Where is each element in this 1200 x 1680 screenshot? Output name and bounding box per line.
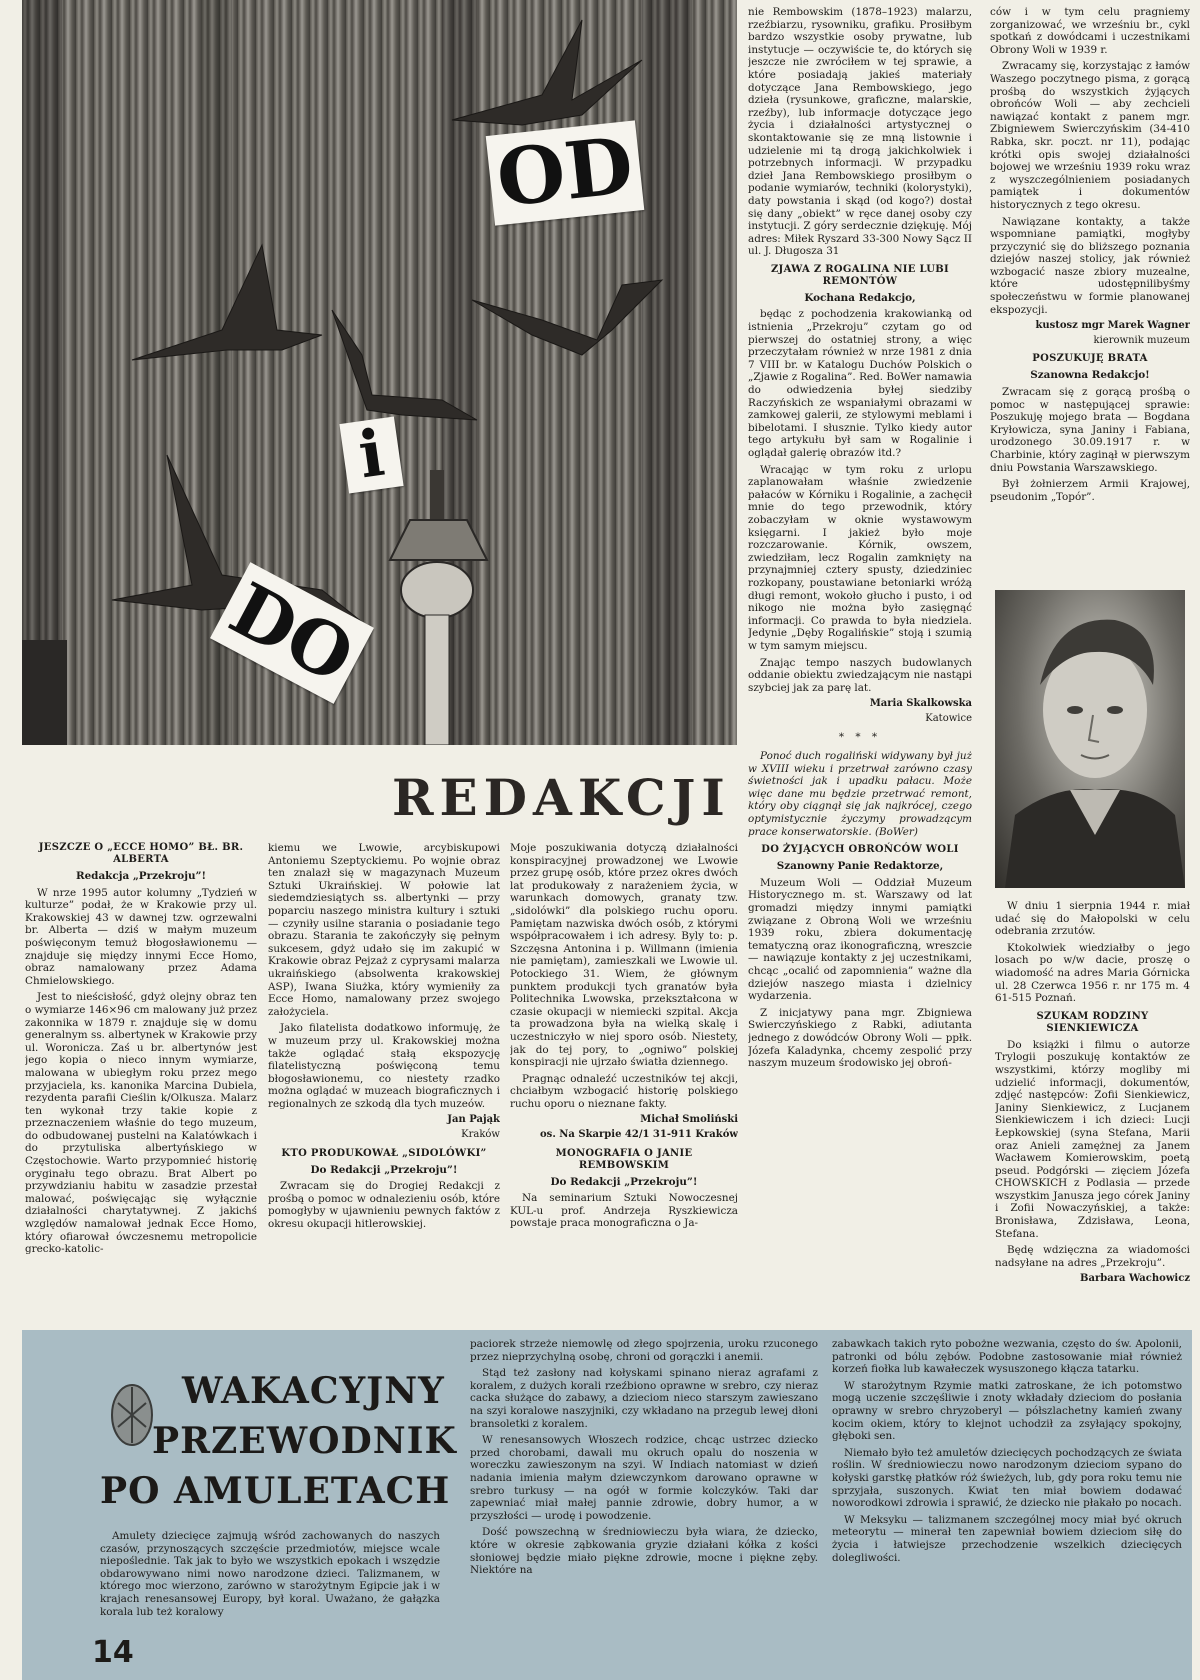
paragraph: Do książki i filmu o autorze Trylogii poszukuję kontaktów ze wszystkimi, którzy mogliby mi udzielić informacji, dokumentów, zdjęć następców: Zofii Sienkiewicz, Janiny Sienkiewicz, z Lucjanem Sienkiewiczem i ich dzieci: Lucji Łepkowskiej (syna Stefana, Marii oraz Anieli zamężnej za Janem Wacławem Komierowskim, poetą pseud. Podgórski — zięciem Józefa CHOWSKICH z Podlasia — przede wszystkim Janusza jego córek Janiny i Zofii Nowaczyńskiej, a także: Bronisława, Zdzisława, Leona, Stefana. (995, 1038, 1190, 1240)
paragraph: Dość powszechną w średniowieczu była wiara, że dziecko, które w okresie ząbkowania gryzie działani kółka z kości słoniowej będzie miało piękne zdrowie, mocne i piękne zęby. Niektóre na (470, 1526, 818, 1577)
section-heading: JESZCZE O „ECCE HOMO” BŁ. BR. ALBERTA (38, 842, 244, 865)
paragraph: zabawkach takich ryto pobożne wezwania, często do św. Apolonii, patronki od bólu zębów. Podobne zastosowanie miał również korzeń fiołka lub kawałeczek wysuszonego kłącza tatarku. (832, 1338, 1182, 1376)
separator: * * * (838, 731, 882, 744)
paragraph: Stąd też zasłony nad kołyskami spinano nieraz agrafami z koralem, z dużych korali rzeźbiono oprawne w srebro, czy nieraz cacka służące do zabawy, a dzieciom nieco starszym zawieszano na szyi koralowe naszyjniki, czy wkładano na przegub lewej dłoni bransoletki z koralem. (470, 1367, 818, 1430)
paragraph: nie Rembowskim (1878–1923) malarzu, rzeźbiarzu, rysowniku, grafiku. Prosiłbym bardzo wszystkie osoby prywatne, lub instytucje — oczywiście te, do których się jeszcze nie zwróciłem w tej sprawie, a które posiadają jakieś materiały dotyczące Jana Rembowskiego, jego dzieła (rysunkowe, graficzne, malarskie, rzeźby), lub informacje dotyczące jego życia i działalności artystycznej o skontaktowanie się ze mną listownie i udzielenie mi tą drogą jakichkolwiek i potrzebnych informacji. W przypadku dzieł Jana Rembowskiego prosiłbym o podanie wymiarów, techniki (kolorystyki), daty powstania i skąd (od kogo?) dostał się dany „obiekt” w ręce danej osoby czy instytucji. Z góry serdecznie dziękuję. Mój adres: Miłek Ryszard 33-300 Nowy Sącz II ul. J. Długosza 31 (748, 6, 972, 258)
paragraph: paciorek strzeże niemowlę od złego spojrzenia, uroku rzuconego przez nieprzychylną osobę, chroni od gorączki i anemii. (470, 1338, 818, 1363)
signature: Jan Pająk (447, 1114, 500, 1126)
bird-icon (112, 20, 662, 630)
greeting: Kochana Redakcjo, (804, 291, 916, 304)
column-ecce-homo-cont (268, 842, 500, 1324)
greeting: Szanowna Redakcjo! (1030, 369, 1150, 382)
greeting: Szanowny Panie Redaktorze, (776, 860, 944, 873)
paragraph: Z inicjatywy pana mgr. Zbigniewa Swierczyńskiego z Rabki, adiutanta jednego z dowódców Obrony Woli — ppłk. Józefa Kaladynka, chcemy zespolić przy naszym muzeum środowisko jej obroń- (748, 1006, 972, 1070)
paragraph: Niemało było też amuletów dziecięcych pochodzących ze świata roślin. W średniowieczu nowo narodzonym dzieciom sypano do kołyski garstkę płatków róż świeżych, lub, gdy pora roku temu nie sprzyjała, suszonych. Kwiat ten miał bowiem dodawać noworodkowi zdrowia i sprawić, że dziecko nie płakało po nocach. (832, 1446, 1182, 1510)
signature-place: Kraków (461, 1129, 500, 1141)
paragraph: Był żołnierzem Armii Krajowej, pseudonim „Topór”. (990, 478, 1190, 503)
label-od: OD (486, 120, 645, 225)
page-number: 14 (92, 1635, 134, 1670)
paragraph: będąc z pochodzenia krakowianką od istnienia „Przekroju” czytam go od pierwszej do ostatniej strony, a więc przeczytałam również w nrze 1981 z dnia 7 VIII br. w Katalogu Duchów Polskich o „Zjawie z Rogalina”. Red. BoWer namawia do odwiedzenia byłej siedziby Raczyńskich ze wspaniałymi obrazami w zamkowej galerii, ze stylowymi meblami i bibelotami. I słusznie. Tylko kiedy autor tego artykułu był sam w Rogalinie i oglądał galerię obrazów itd.? (748, 308, 972, 459)
paragraph: Jest to nieścisłość, gdyż olejny obraz ten o wymiarze 146×96 cm malowany już przez zakonnika w 1879 r. znajduje się w domu generalnym ss. albertynek w Krakowie przy ul. Woronicza. Zaś u br. albertynów jest jego kopia o nieco innym wymiarze, malowana w ubiegłym roku przez mego przyjaciela, ks. kanonika Marcina Dubiela, rezydenta parafii Cieślin k/Olkusza. Malarz ten wykonał trzy takie kopie z przeznaczeniem właśnie do tego muzeum, do odbudowanej pustelni na Kalatówkach i do przytuliska albertyńskiego w Częstochowie. Warto przypomnieć historię oryginału tego obrazu. Brat Albert po przywdzianiu habitu w zasadzie przestał malować, poświęcając się wyłącznie działalności charytatywnej. Z jakichś względów namalował jednak Ecce Homo, który ofiarował ówczesnemu metropolicie grecko-katolic- (25, 991, 257, 1256)
collage-illustration (22, 0, 737, 745)
page-title: REDAKCJI (392, 768, 731, 827)
paragraph: W nrze 1995 autor kolumny „Tydzień w kulturze” podał, że w Krakowie przy ul. Krakowskiej 43 w dawnej tzw. ogrzewalni br. Alberta — dziś w małym muzeum poświęconym temuż błogosławionemu — znajduje się między innymi Ecce Homo, obraz namalowany przez Adama Chmielowskiego. (25, 886, 257, 987)
paragraph: Jako filatelista dodatkowo informuję, że w muzeum przy ul. Krakowskiej można także oglądać stałą ekspozycję filatelistyczną poświęconą temu błogosławionemu, co niestety rzadko można oglądać w muzeach biograficznych i regionalnych ze szkodą dla tych muzeów. (268, 1022, 500, 1110)
amulet-title-line-2: PRZEWODNIK (152, 1420, 457, 1462)
paragraph: Będę wdzięczna za wiadomości nadsyłane na adres „Przekroju”. (995, 1244, 1190, 1269)
signature-place: Katowice (925, 712, 972, 724)
paragraph: Amulety dziecięce zajmują wśród zachowanych do naszych czasów, przynoszących szczęście przedmiotów, miejsce wcale niepoślednie. Tak jak to było we wszystkich epokach i wszędzie obdarowywano nimi nowo narodzone dzieci. Talizmanem, w którego moc wierzono, zarówno w starożytnym Egipcie jak i w krajach renesansowej Europy, był koral. Uważano, że gałązka korala lub też koralowy (100, 1530, 440, 1618)
paragraph: Zwracamy się, korzystając z łamów Waszego poczytnego pisma, z gorącą prośbą do wszystkich żyjących obrońców Woli — aby zechcieli nawiązać kontakt z panem mgr. Zbigniewem Swierczyńskim (34-410 Rabka, skr. poczt. nr 11), podając krótki opis swojej działalności bojowej we wrześniu 1939 roku wraz z wyszczególnieniem posiadanych pamiątek i dokumentów historycznych z tego okresu. (990, 60, 1190, 211)
amulet-title-line-3: PO AMULETACH (100, 1470, 451, 1512)
column-wola-brata (990, 6, 1190, 586)
amulet-title-line-1: WAKACYJNY (182, 1370, 445, 1412)
paragraph: W Meksyku — talizmanem szczególnej mocy miał być okruch meteorytu — minerał ten zapewniał bowiem dzieciom siłę do życia i łatwiejsze przechodzenie wszelkich dziecięcych dolegliwości. (832, 1513, 1182, 1564)
column-brata-sienkiewicz (995, 900, 1190, 1325)
paragraph: Na seminarium Sztuki Nowoczesnej KUL-u prof. Andrzeja Ryszkiewicza powstaje praca monograficzna o Ja- (510, 1192, 738, 1230)
paragraph: Ktokolwiek wiedziałby o jego losach po w/w dacie, proszę o wiadomość na adres Maria Górnicka ul. 28 Czerwca 1956 r. nr 175 m. 4 61-515 Poznań. (995, 941, 1190, 1005)
amulet-column-2 (470, 1338, 818, 1673)
amulet-column-3 (832, 1338, 1182, 1673)
section-heading: ZJAWA Z ROGALINA NIE LUBI REMONTÓW (770, 263, 950, 287)
editorial-note: Ponoć duch rogaliński widywany był już w XVIII wieku i przetrwał zarówno czasy świetności jak i upadku pałacu. Może więc dane mu będzie przetrwać remont, który oby ciągnął się jak najkrócej, czego optymistycznie życzymy prowadzącym prace konserwatorskie. (BoWer) (748, 750, 972, 838)
section-heading: KTO PRODUKOWAŁ „SIDOLÓWKI” (281, 1147, 487, 1159)
column-sidolowki (510, 842, 738, 1324)
section-heading: MONOGRAFIA O JANIE REMBOWSKIM (555, 1147, 693, 1171)
label-i: i (339, 417, 403, 494)
lamp-icon (390, 470, 487, 745)
paragraph: Zwracam się do Drogiej Redakcji z prośbą o pomoc w odnalezieniu osób, które pomogłyby w ujawnieniu pewnych faktów z okresu okupacji hitlerowskiej. (268, 1180, 500, 1231)
signature: kustosz mgr Marek Wagner (1035, 320, 1190, 332)
greeting: Redakcja „Przekroju”! (75, 870, 207, 882)
label-do: DO (210, 562, 374, 704)
paragraph: Moje poszukiwania dotyczą działalności konspiracyjnej prowadzonej we Lwowie przez grupę osób, które przez okres dwóch lat produkowały z narażeniem życia, w warunkach domowych, granaty tzw. „sidolówki” dla polskiego ruchu oporu. Pamiętam nazwiska dwóch osób, z którymi współpracowałem i ich adresy. Byly to: p. Szczęsna Antonina i p. Willmann (imienia nie pamiętam), zamieszkali we Lwowie ul. Potockiego 31. Wiem, że głównym punktem produkcji tych granatów była Politechnika Lwowska, przekształcona w czasie okupacji w niemiecki szpital. Akcja ta prowadzona była na wielką skalę i uczestniczyło w niej sporo osób. Niestety, jak do tej pory, to „ogniwo” polskiej konspiracji nie ujrzało światła dziennego. (510, 842, 738, 1069)
section-heading: SZUKAM RODZINY SIENKIEWICZA (1036, 1010, 1149, 1034)
amulet-lead (100, 1530, 440, 1630)
column-rembowski-rogalin (748, 6, 972, 1324)
paragraph: Zwracam się z gorącą prośbą o pomoc w następującej sprawie: Poszukuję mojego brata — Bogdana Kryłowicza, syna Janiny i Fabiana, urodzonego 30.09.1917 r. w Charbinie, który zaginął w pierwszym dniu Powstania Warszawskiego. (990, 386, 1190, 474)
greeting: Do Redakcji „Przekroju”! (550, 1175, 698, 1188)
paragraph: Znając tempo naszych budowlanych oddanie obiektu zwiedzającym nie nastąpi szybciej jak za parę lat. (748, 656, 972, 694)
column-ecce-homo (25, 842, 257, 1324)
section-heading: DO ŻYJĄCYCH OBROŃCÓW WOLI (761, 844, 959, 856)
signature-role: kierownik muzeum (1093, 334, 1190, 346)
signature-address: os. Na Skarpie 42/1 31-911 Kraków (540, 1129, 738, 1141)
signature: Michał Smoliński (640, 1114, 738, 1126)
paragraph: Nawiązane kontakty, a także wspomniane pamiątki, mogłyby przyczynić się do bliższego poznania dziejów naszej stolicy, jak również wzbogacić nasze zbiory muzealne, które udostępnilibyśmy społeczeństwu w formie planowanej ekspozycji. (990, 215, 1190, 316)
paragraph: Muzeum Woli — Oddział Muzeum Historycznego m. st. Warszawy od lat gromadzi między innymi pamiątki związane z Obroną Woli we wrześniu 1939 roku, zbiera dokumentację tematyczną oraz ikonograficzną, wreszcie — nawiązuje kontakty z jej uczestnikami, chcąc „ocalić od zapomnienia” ważne dla dziejów naszego miasta i dzielnicy wydarzenia. (748, 876, 972, 1003)
signature: Barbara Wachowicz (1080, 1273, 1190, 1285)
section-heading: POSZUKUJĘ BRATA (1032, 353, 1148, 365)
man-portrait-icon (995, 590, 1185, 888)
paragraph: W renesansowych Włoszech rodzice, chcąc ustrzec dziecko przed chorobami, dawali mu okruch opalu do noszenia w woreczku zawieszonym na szyi. W Indiach natomiast w dzień nadania imienia małym dziewczynkom darowano oprawne w srebro turkusy — na ogół w formie kolczyków. Taki dar zapewniać miał małej pannie zdrowie, dobry humor, a w przyszłości — urodę i powodzenie. (470, 1434, 818, 1522)
paragraph: kiemu we Lwowie, arcybiskupowi Antoniemu Szeptyckiemu. Po wojnie obraz ten znalazł się w magazynach Muzeum Sztuki Ukraińskiej. W połowie lat siedemdziesiątych ss. albertynki — przy poparciu naszego ministra kultury i sztuki — czyniły usilne starania o posiadanie tego obrazu. Starania te zakończyły się pełnym sukcesem, gdyż udało się im zakupić w Krakowie obraz Pejzaż z cyprysami malarza ukraińskiego (absolwenta krakowskiej ASP), Iwana Siużka, który wymieniły za Ecce Homo, namalowany przez swojego założyciela. (268, 842, 500, 1018)
signature: Maria Skalkowska (869, 698, 972, 710)
paragraph: W starożytnym Rzymie matki zatroskane, że ich potomstwo mogą uczenie szczęśliwie i znoty wkładały dzieciom do posłania oprawny w srebro chryzoberyl — półszlachetny kamień zwany kocim okiem, który to klejnot uchodził za zsyłający spokojny, głęboki sen. (832, 1379, 1182, 1443)
amulet-article-box (22, 1330, 1192, 1680)
paragraph: ców i w tym celu pragniemy zorganizować, we wrześniu br., cykl spotkań z dowódcami i uczestnikami Obrony Woli w 1939 r. (990, 6, 1190, 56)
portrait-photo (995, 590, 1185, 888)
paragraph: W dniu 1 sierpnia 1944 r. miał udać się do Małopolski w celu odebrania zrzutów. (995, 900, 1190, 938)
paragraph: Wracając w tym roku z urlopu zaplanowałam właśnie zwiedzenie pałaców w Kórniku i Rogalinie, a zachęcił mnie do tego przewodnik, który zobaczyłam w oknie wystawowym księgarni. I jakież było moje rozczarowanie. Kórnik, owszem, zwiedziłam, lecz Rogalin zamknięty na przynajmniej cztery spusty, dziedziniec rozkopany, poustawiane betoniarki wróżą długi remont, wokoło głucho i pusto, i od nikogo nie można było zasięgnąć informacji. Co prawda to była niedziela. Jedynie „Dęby Rogalińskie” stoją i szumią w tym samym miejscu. (748, 463, 972, 652)
collage-photo (22, 0, 737, 745)
paragraph: Pragnąc odnaleźć uczestników tej akcji, chciałbym wzbogacić historię polskiego ruchu oporu o nieznane fakty. (510, 1072, 738, 1110)
greeting: Do Redakcji „Przekroju”! (310, 1163, 458, 1176)
